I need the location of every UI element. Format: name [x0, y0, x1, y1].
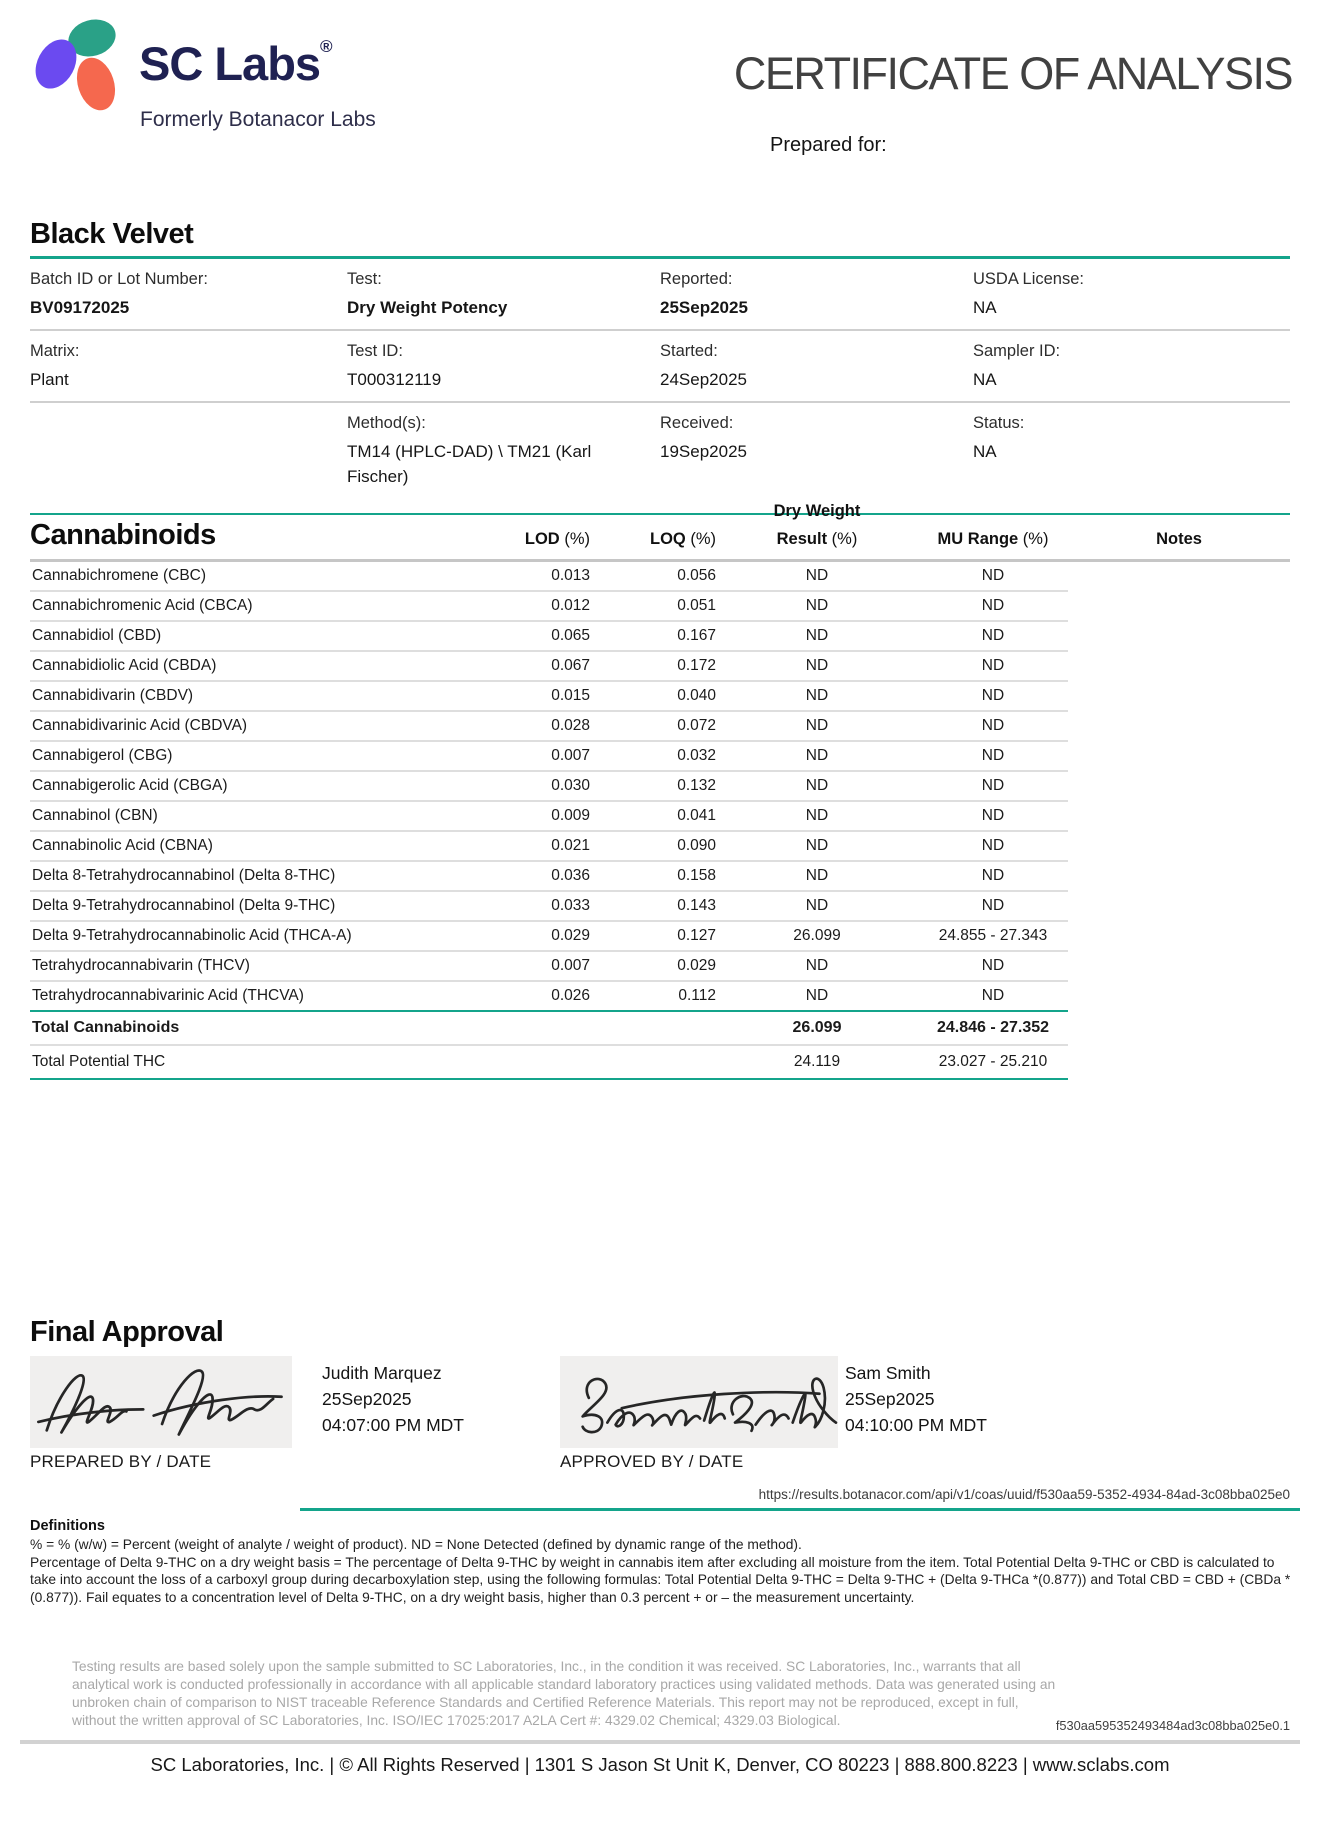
info-field [30, 411, 347, 504]
analyte-lod-value: 0.065 [551, 627, 590, 644]
analyte-result-value: ND [805, 867, 829, 884]
info-field [660, 267, 973, 320]
brand-name: SC Labs® [139, 37, 332, 90]
info-field-value: BV09172025 [30, 298, 130, 317]
info-field-label: Batch ID or Lot Number: [30, 270, 208, 288]
approved-signer-name: Sam Smith [845, 1363, 931, 1383]
approved-by-caption: APPROVED BY / DATE [560, 1452, 744, 1471]
prepared-signer-date: 25Sep2025 [322, 1389, 412, 1409]
approved-signer-date: 25Sep2025 [845, 1389, 935, 1409]
analyte-result-value: ND [805, 897, 829, 914]
prepared-signature-image [30, 1356, 292, 1448]
analyte-mu-range-value: ND [981, 837, 1005, 854]
analyte-row [30, 562, 1068, 592]
info-field [347, 339, 660, 392]
cannabinoids-table-header [30, 500, 1290, 562]
analyte-row [30, 1012, 1068, 1046]
analyte-lod-value: 0.013 [551, 567, 590, 584]
prepared-signer-name: Judith Marquez [322, 1363, 442, 1383]
definitions-heading: Definitions [30, 1518, 105, 1534]
info-field-label: Status: [973, 414, 1025, 432]
analyte-result-value: ND [805, 687, 829, 704]
analyte-name: Cannabidivarin (CBDV) [32, 687, 194, 704]
analyte-name: Delta 8-Tetrahydrocannabinol (Delta 8-THC) [32, 867, 336, 884]
analyte-name: Tetrahydrocannabivarinic Acid (THCVA) [32, 987, 304, 1004]
analyte-loq-value: 0.112 [678, 987, 716, 1004]
column-header-notes: Notes [1156, 530, 1202, 548]
analyte-loq-value: 0.040 [677, 687, 716, 704]
info-field-value: T000312119 [347, 370, 442, 389]
analyte-row [30, 592, 1068, 622]
page-title: CERTIFICATE OF ANALYSIS [733, 48, 1292, 99]
analyte-result-value: ND [805, 657, 829, 674]
analyte-row [30, 772, 1068, 802]
analyte-row [30, 622, 1068, 652]
column-header-result-top: Dry Weight [773, 502, 861, 520]
prepared-signer-time: 04:07:00 PM MDT [322, 1415, 464, 1435]
info-field-value: Plant [30, 370, 69, 389]
info-field-label: Matrix: [30, 342, 80, 360]
analyte-row [30, 922, 1068, 952]
analyte-lod-value: 0.029 [551, 927, 590, 944]
approved-signer-block [845, 1360, 987, 1438]
brand-tagline: Formerly Botanacor Labs [140, 108, 376, 131]
logo-coral-blob [71, 53, 122, 114]
prepared-for-label: Prepared for: [770, 134, 887, 156]
info-field-label: Started: [660, 342, 718, 360]
info-row [30, 259, 1290, 331]
definitions-section [30, 1518, 1296, 1606]
prepared-by-caption: PREPARED BY / DATE [30, 1452, 212, 1471]
prepared-signer-block [322, 1360, 464, 1438]
analyte-loq-value: 0.051 [677, 597, 716, 614]
analyte-loq-value: 0.127 [677, 927, 716, 944]
final-approval-title: Final Approval [30, 1316, 224, 1348]
analyte-lod-value: 0.067 [551, 657, 590, 674]
analyte-result-value: ND [805, 777, 829, 794]
analyte-lod-value: 0.033 [551, 897, 590, 914]
analyte-result-value: 26.099 [793, 927, 841, 944]
analyte-result-value: ND [805, 597, 829, 614]
analyte-name: Cannabinol (CBN) [32, 807, 158, 824]
analyte-lod-value: 0.026 [551, 987, 590, 1004]
info-field-value: NA [973, 442, 997, 461]
analyte-loq-value: 0.090 [677, 837, 716, 854]
analyte-name: Cannabidivarinic Acid (CBDVA) [32, 717, 248, 734]
info-field [973, 339, 1290, 392]
info-field-value: Dry Weight Potency [347, 298, 508, 317]
info-field-label: USDA License: [973, 270, 1084, 288]
info-field [660, 339, 973, 392]
info-field [30, 339, 347, 392]
document-id: f530aa595352493484ad3c08bba025e0.1 [1055, 1718, 1290, 1733]
sample-info-grid [30, 256, 1290, 515]
cannabinoids-table-body [30, 562, 1290, 1080]
info-field-value: NA [973, 370, 997, 389]
info-field [973, 267, 1290, 320]
coa-results-link[interactable]: https://results.botanacor.com/api/v1/coas/uuid/f530aa59-5352-4934-84ad-3c08bba025e0 [758, 1487, 1290, 1502]
analyte-lod-value: 0.021 [551, 837, 590, 854]
info-field [973, 411, 1290, 504]
analyte-mu-range-value: ND [981, 567, 1005, 584]
analyte-lod-value: 0.028 [551, 717, 590, 734]
info-field-value: 24Sep2025 [660, 370, 747, 389]
analyte-row [30, 1046, 1068, 1080]
analyte-result-value: ND [805, 987, 829, 1004]
analyte-name: Delta 9-Tetrahydrocannabinol (Delta 9-THC) [32, 897, 336, 914]
analyte-name: Total Cannabinoids [32, 1019, 180, 1036]
analyte-result-value: ND [805, 837, 829, 854]
analyte-name: Delta 9-Tetrahydrocannabinolic Acid (THCA-A) [32, 927, 352, 944]
analyte-name: Total Potential THC [32, 1053, 166, 1070]
approved-signature-image [560, 1356, 838, 1448]
analyte-result-value: ND [805, 807, 829, 824]
analyte-result-value: ND [805, 567, 829, 584]
info-field-label: Sampler ID: [973, 342, 1061, 360]
analyte-loq-value: 0.132 [677, 777, 716, 794]
analyte-row [30, 862, 1068, 892]
teal-divider [300, 1508, 1300, 1511]
analyte-lod-value: 0.012 [551, 597, 590, 614]
analyte-mu-range-value: ND [981, 807, 1005, 824]
definitions-line1: % = % (w/w) = Percent (weight of analyte / weight of product). ND = None Detected (defined by dynamic range of the method). [30, 1537, 802, 1552]
sclabs-logo-icon [32, 12, 124, 119]
analyte-row [30, 892, 1068, 922]
column-header-loq: LOQ (%) [649, 530, 716, 548]
analyte-loq-value: 0.056 [677, 567, 716, 584]
info-field [660, 411, 973, 504]
analyte-lod-value: 0.007 [551, 747, 590, 764]
footer-divider [20, 1740, 1300, 1744]
analyte-name: Cannabichromene (CBC) [32, 567, 207, 584]
info-field-label: Test ID: [347, 342, 403, 360]
info-row [30, 403, 1290, 515]
analyte-row [30, 802, 1068, 832]
info-field [30, 267, 347, 320]
analyte-row [30, 832, 1068, 862]
analyte-lod-value: 0.030 [551, 777, 590, 794]
analyte-name: Cannabidiol (CBD) [32, 627, 162, 644]
analyte-name: Cannabigerolic Acid (CBGA) [32, 777, 228, 794]
analyte-loq-value: 0.143 [677, 897, 716, 914]
info-field-value: 25Sep2025 [660, 298, 748, 317]
sample-name: Black Velvet [30, 218, 194, 250]
analyte-mu-range-value: 23.027 - 25.210 [938, 1053, 1048, 1070]
analyte-row [30, 712, 1068, 742]
analyte-row [30, 682, 1068, 712]
analyte-name: Cannabidiolic Acid (CBDA) [32, 657, 217, 674]
column-header-result: Dry Weight Result (%) [716, 500, 918, 550]
analyte-mu-range-value: ND [981, 627, 1005, 644]
analyte-row [30, 652, 1068, 682]
registered-mark: ® [320, 37, 332, 56]
info-field-label: Method(s): [347, 414, 426, 432]
column-header-mu-range: MU Range (%) [937, 530, 1049, 548]
analyte-lod-value: 0.007 [551, 957, 590, 974]
analyte-mu-range-value: ND [981, 867, 1005, 884]
info-field-value: 19Sep2025 [660, 442, 747, 461]
disclaimer-text: Testing results are based solely upon the sample submitted to SC Laboratories, Inc., in the condition it was received. SC Laboratories, Inc., warrants that all analytical work is conducted professionally in accordance with all applicable standard laboratory practices using validated methods. Data was generated using an unbroken chain of comparison to NIST traceable Reference Standards and Certified Reference Materials. This report may not be reproduced, except in full, without the written approval of SC Laboratories, Inc. ISO/IEC 17025:2017 A2LA Cert #: 4329.02 Chemical; 4329.03 Biological. [72, 1659, 1056, 1728]
analyte-mu-range-value: ND [981, 717, 1005, 734]
analyte-mu-range-value: ND [981, 897, 1005, 914]
analyte-mu-range-value: ND [981, 687, 1005, 704]
analyte-result-value: 24.119 [793, 1053, 841, 1070]
analyte-loq-value: 0.072 [677, 717, 716, 734]
analyte-name: Cannabinolic Acid (CBNA) [32, 837, 213, 854]
info-field [347, 267, 660, 320]
info-field-value: TM14 (HPLC-DAD) \ TM21 (Karl Fischer) [347, 442, 592, 486]
info-field-label: Reported: [660, 270, 733, 288]
analyte-name: Cannabichromenic Acid (CBCA) [32, 597, 253, 614]
info-field-label: Received: [660, 414, 734, 432]
analyte-row [30, 952, 1068, 982]
analyte-mu-range-value: ND [981, 597, 1005, 614]
analyte-result-value: 26.099 [792, 1019, 842, 1036]
analyte-mu-range-value: ND [981, 957, 1005, 974]
analyte-loq-value: 0.029 [677, 957, 716, 974]
definitions-body: Percentage of Delta 9-THC on a dry weight basis = The percentage of Delta 9-THC by weight in cannabis item after excluding all moisture from the item. Total Potential Delta 9-THC or CBD is calculated to take into account the loss of a carboxyl group during decarboxylation step, using the following formulas: Total Potential Delta 9-THC = Delta 9-THC + (Delta 9-THCa *(0.877)) and Total CBD = CBD + (CBDa *(0.877)). Fail equates to a concentration level of Delta 9-THC, on a dry weight basis, higher than 0.3 percent + or – the measurement uncertainty. [30, 1554, 1291, 1605]
analyte-mu-range-value: 24.855 - 27.343 [938, 927, 1048, 944]
cannabinoids-section [30, 500, 1290, 1080]
analyte-result-value: ND [805, 627, 829, 644]
analyte-loq-value: 0.041 [677, 807, 716, 824]
analyte-mu-range-value: ND [981, 777, 1005, 794]
analyte-row [30, 742, 1068, 772]
analyte-loq-value: 0.172 [677, 657, 716, 674]
info-row [30, 331, 1290, 403]
footer-text: SC Laboratories, Inc. | © All Rights Reserved | 1301 S Jason St Unit K, Denver, CO 80223 | 888.800.8223 | www.sclabs.com [150, 1754, 1170, 1775]
info-field [347, 411, 660, 504]
analyte-result-value: ND [805, 747, 829, 764]
analyte-name: Cannabigerol (CBG) [32, 747, 173, 764]
analyte-name: Tetrahydrocannabivarin (THCV) [32, 957, 250, 974]
analyte-mu-range-value: ND [981, 657, 1005, 674]
analyte-result-value: ND [805, 717, 829, 734]
analyte-lod-value: 0.036 [551, 867, 590, 884]
analyte-row [30, 982, 1068, 1012]
analyte-lod-value: 0.015 [551, 687, 590, 704]
analyte-loq-value: 0.032 [677, 747, 716, 764]
analyte-mu-range-value: ND [981, 987, 1005, 1004]
info-field-label: Test: [347, 270, 382, 288]
approved-signer-time: 04:10:00 PM MDT [845, 1415, 987, 1435]
analyte-mu-range-value: ND [981, 747, 1005, 764]
analyte-result-value: ND [805, 957, 829, 974]
analyte-lod-value: 0.009 [551, 807, 590, 824]
analyte-loq-value: 0.158 [677, 867, 716, 884]
info-field-value: NA [973, 298, 997, 317]
analyte-mu-range-value: 24.846 - 27.352 [936, 1019, 1050, 1036]
column-header-lod: LOD (%) [524, 530, 590, 548]
cannabinoids-title: Cannabinoids [30, 519, 216, 551]
analyte-loq-value: 0.167 [677, 627, 716, 644]
